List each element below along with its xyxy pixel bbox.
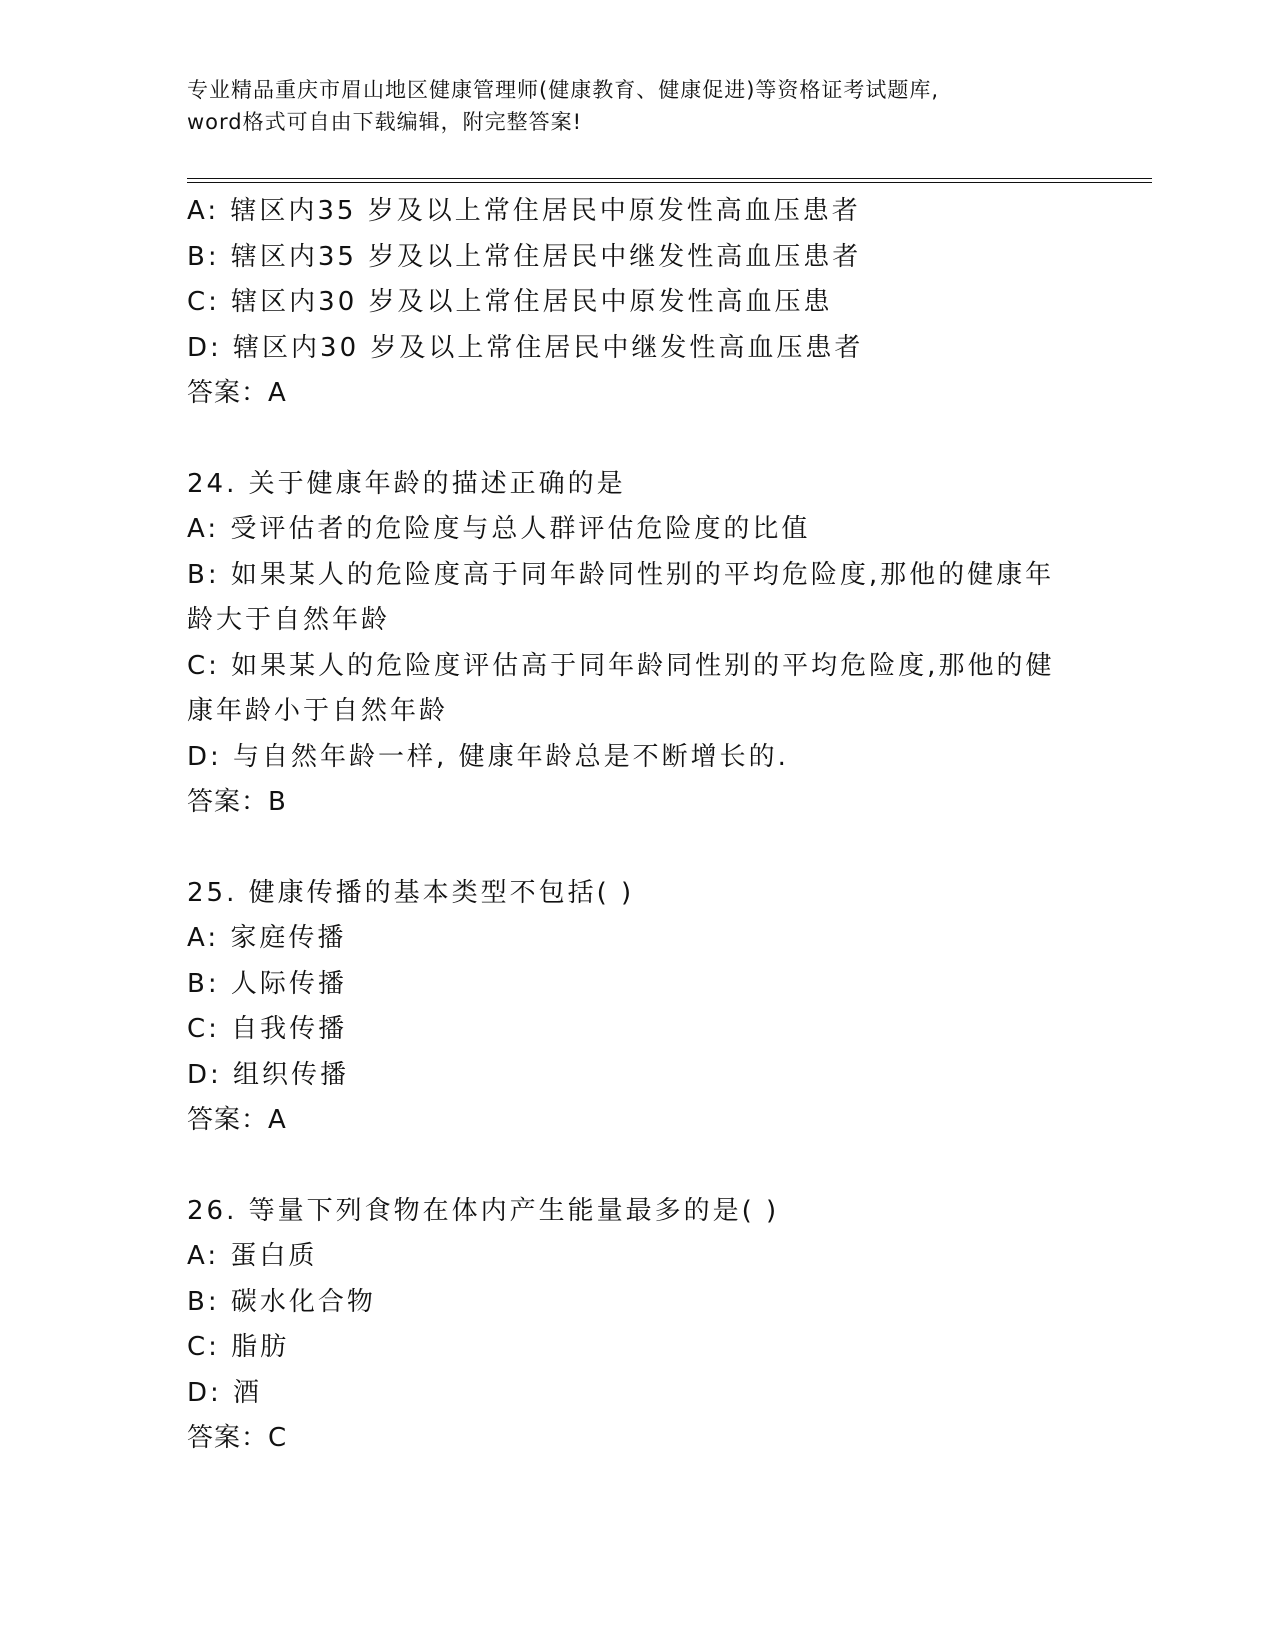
question-stem: 24. 关于健康年龄的描述正确的是 bbox=[187, 468, 626, 499]
answer-line: 答案：C bbox=[187, 1423, 288, 1453]
question-25 bbox=[187, 871, 1087, 1144]
option-d: D: 与自然年龄一样, 健康年龄总是不断增长的. bbox=[187, 741, 789, 772]
header-divider-bottom bbox=[187, 182, 1152, 183]
header-line-1: 专业精品重庆市眉山地区健康管理师(健康教育、健康促进)等资格证考试题库, bbox=[187, 78, 940, 102]
header-divider-top bbox=[187, 178, 1152, 179]
header-line-2: word格式可自由下载编辑，附完整答案! bbox=[187, 110, 583, 134]
question-stem: 26. 等量下列食物在体内产生能量最多的是( ) bbox=[187, 1195, 780, 1226]
answer-line: 答案：A bbox=[187, 1105, 287, 1135]
option-c: C: 脂肪 bbox=[187, 1332, 290, 1362]
option-d: D: 组织传播 bbox=[187, 1059, 350, 1090]
question-24 bbox=[187, 462, 1087, 826]
option-b: B: 如果某人的危险度高于同年龄同性别的平均危险度,那他的健康年 bbox=[187, 559, 1055, 590]
option-c: C: 自我传播 bbox=[187, 1014, 348, 1044]
option-c: C: 辖区内30 岁及以上常住居民中原发性高血压患 bbox=[187, 287, 833, 317]
option-b: B: 人际传播 bbox=[187, 968, 347, 999]
option-a: A: 蛋白质 bbox=[187, 1241, 318, 1271]
answer-line: 答案：A bbox=[187, 378, 287, 408]
question-list bbox=[187, 189, 1087, 1462]
option-a: A: 辖区内35 岁及以上常住居民中原发性高血压患者 bbox=[187, 196, 861, 226]
option-b: B: 辖区内35 岁及以上常住居民中继发性高血压患者 bbox=[187, 241, 862, 272]
question-stem: 25. 健康传播的基本类型不包括( ) bbox=[187, 877, 635, 908]
option-b: B: 碳水化合物 bbox=[187, 1286, 376, 1317]
option-d: D: 酒 bbox=[187, 1377, 263, 1408]
option-c-continued: 康年龄小于自然年龄 bbox=[187, 696, 449, 726]
option-a: A: 受评估者的危险度与总人群评估危险度的比值 bbox=[187, 514, 811, 544]
option-c: C: 如果某人的危险度评估高于同年龄同性别的平均危险度,那他的健 bbox=[187, 650, 1055, 681]
question-26 bbox=[187, 1189, 1087, 1462]
document-header bbox=[187, 74, 1087, 138]
option-b-continued: 龄大于自然年龄 bbox=[187, 605, 391, 635]
option-d: D: 辖区内30 岁及以上常住居民中继发性高血压患者 bbox=[187, 332, 864, 363]
option-a: A: 家庭传播 bbox=[187, 923, 347, 953]
answer-line: 答案：B bbox=[187, 787, 287, 817]
question-23-continued bbox=[187, 189, 1087, 417]
